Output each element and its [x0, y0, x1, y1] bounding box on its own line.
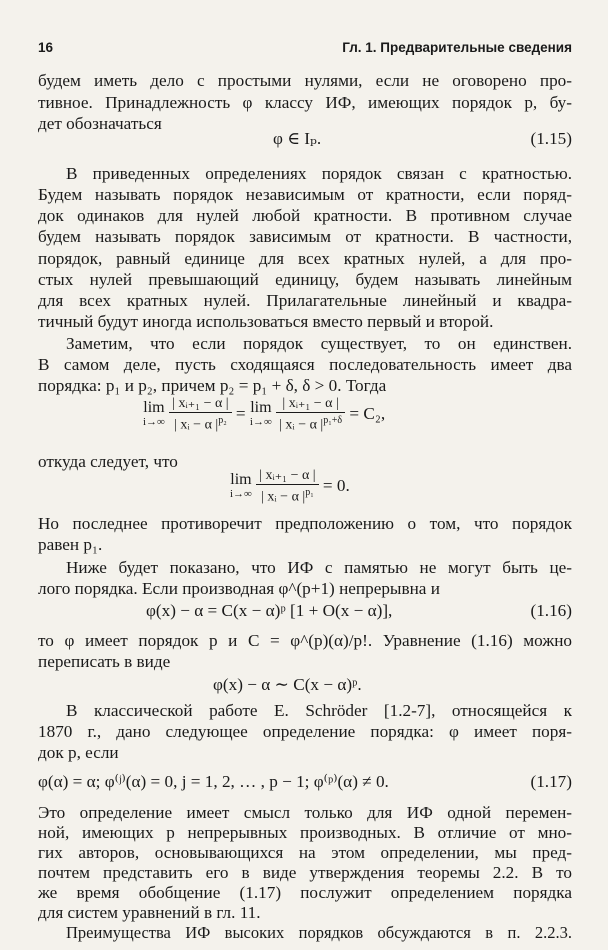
text-line: ной, имеющих p непрерывных производных. В отличие от мно- [38, 823, 572, 842]
formula-expr: φ ∈ Iₚ. [273, 129, 322, 148]
text-line: Будем называть порядок независимым от кратности, если поряд- [38, 185, 572, 204]
text-line: В самом деле, пусть сходящаяся последовательность имеет два [38, 355, 572, 374]
text-line: равен p₁. [38, 535, 103, 554]
text-line: же время обобщение (1.17) послужит определением порядка [38, 883, 572, 902]
text-line: дет обозначаться [38, 114, 162, 133]
equation-number: (1.17) [530, 772, 572, 791]
text-line: Но последнее противоречит предположению о том, что порядок [38, 514, 572, 533]
page-header [38, 40, 572, 58]
text-line: док p, если [38, 743, 119, 762]
text-line: будем иметь дело с простыми нулями, если не оговорено про- [38, 71, 572, 90]
formula-limit-1 [38, 396, 572, 444]
text-line: 1870 г., дано следующее определение порядка: φ имеет поря- [38, 722, 572, 741]
text-line: порядка: p₁ и p₂, причем p₂ = p₁ + δ, δ > 0. Тогда [38, 376, 387, 395]
text-line: переписать в виде [38, 652, 171, 671]
formula-expr: lim i→∞ $\frac{\text{| xᵢ₊₁ − α |}}{| xᵢ - \alpha |^{p_1}}$ = 0. [230, 468, 350, 505]
text-line: для всех кратных нулей. Прилагательные линейный и квадра- [38, 291, 572, 310]
formula-expr: φ(x) − α = C(x − α)ᵖ [1 + O(x − α)], [146, 601, 393, 620]
equation-number: (1.16) [530, 601, 572, 620]
text-line: то φ имеет порядок p и C = φ^(p)(α)/p!. Уравнение (1.16) можно [38, 631, 572, 650]
text-line: Преимущества ИФ высоких порядков обсуждаются в п. 2.2.3. [66, 923, 572, 942]
running-title: Гл. 1. Предварительные сведения [342, 40, 572, 55]
formula-expr: φ(x) − α ∼ C(x − α)ᵖ. [213, 675, 362, 694]
text-line: откуда следует, что [38, 452, 178, 471]
formula-expr: lim i→∞ $\frac{\text{| xᵢ₊₁ − α |}}{| xᵢ - \alpha |^{p_2}}$ = lim i→∞ $\frac{\text{| xᵢ₊₁ − α |}}{| xᵢ - \alpha |^{p_1+\delta}}$ = C₂, [143, 396, 386, 433]
equation-number: (1.15) [530, 129, 572, 148]
text-line: для систем уравнений в гл. 11. [38, 903, 261, 922]
page-number: 16 [38, 40, 54, 55]
text-line: тичный будут иногда использоваться вместо первый и второй. [38, 312, 494, 331]
text-line: почтем представить его в виде утверждения теоремы 2.2. В то [38, 863, 572, 882]
formula-expr: φ(α) = α; φ⁽ʲ⁾(α) = 0, j = 1, 2, … , p − 1; φ⁽ᵖ⁾(α) ≠ 0. [38, 772, 389, 791]
text-line: Заметим, что если порядок существует, то он единствен. [66, 334, 572, 353]
formula-limit-2 [38, 468, 572, 516]
text-line: Ниже будет показано, что ИФ с памятью не могут быть це- [66, 558, 572, 577]
text-line: порядок, равный единице для всех кратных нулей, а для про- [38, 249, 572, 268]
text-line: гих авторов, основывающихся на этом определении, мы пред- [38, 843, 572, 862]
text-line: стых нулей превышающий единицу, будем называть линейным [38, 270, 572, 289]
text-line: Это определение имеет смысл только для ИФ одной перемен- [38, 803, 572, 822]
text-line: тивное. Принадлежность φ классу ИФ, имеющих порядок p, бу- [38, 93, 572, 112]
text-line: будем называть порядок зависимым от кратности. В частности, [38, 227, 572, 246]
text-line: В классической работе E. Schröder [1.2-7], относящейся к [66, 701, 572, 720]
text-line: лого порядка. Если производная φ^(p+1) непрерывна и [38, 579, 440, 598]
text-line: док одинаков для нулей любой кратности. В противном случае [38, 206, 572, 225]
text-line: В приведенных определениях порядок связан с кратностью. [66, 164, 572, 183]
